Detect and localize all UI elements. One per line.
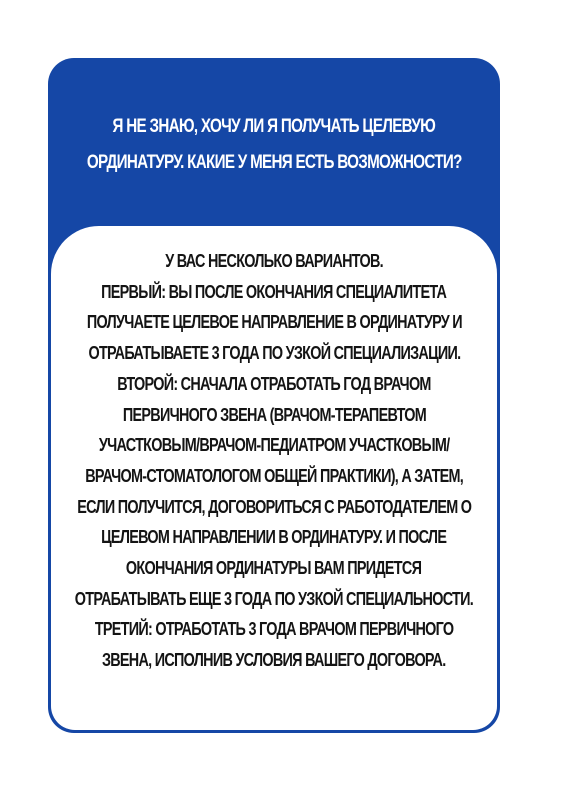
answer-line-7: УЧАСТКОВЫМ/ВРАЧОМ-ПЕДИАТРОМ УЧАСТКОВЫМ/ — [98, 435, 450, 456]
answer-line-13: ТРЕТИЙ: ОТРАБОТАТЬ 3 ГОДА ВРАЧОМ ПЕРВИЧНОГО — [94, 619, 454, 640]
answer-line-12: ОТРАБАТЫВАТЬ ЕЩЕ 3 ГОДА ПО УЗКОЙ СПЕЦИАЛЬНОСТИ. — [74, 588, 474, 609]
answer-line-1: У ВАС НЕСКОЛЬКО ВАРИАНТОВ. — [165, 251, 383, 271]
faq-card — [48, 58, 500, 733]
answer-line-9: ЕСЛИ ПОЛУЧИТСЯ, ДОГОВОРИТЬСЯ С РАБОТОДАТЕЛЕМ О — [77, 496, 472, 517]
answer-body — [51, 226, 497, 730]
answer-line-10: ЦЕЛЕВОМ НАПРАВЛЕНИИ В ОРДИНАТУРУ. И ПОСЛЕ — [101, 527, 447, 548]
answer-line-8: ВРАЧОМ-СТОМАТОЛОГОМ ОБЩЕЙ ПРАКТИКИ), А ЗАТЕМ, — [85, 465, 463, 486]
answer-line-2: ПЕРВЫЙ: ВЫ ПОСЛЕ ОКОНЧАНИЯ СПЕЦИАЛИТЕТА — [101, 281, 447, 302]
answer-line-3: ПОЛУЧАЕТЕ ЦЕЛЕВОЕ НАПРАВЛЕНИЕ В ОРДИНАТУРУ И — [86, 312, 462, 333]
answer-line-14: ЗВЕНА, ИСПОЛНИВ УСЛОВИЯ ВАШЕГО ДОГОВОРА. — [102, 650, 446, 671]
question-header — [48, 58, 500, 226]
question-line-1: Я НЕ ЗНАЮ, ХОЧУ ЛИ Я ПОЛУЧАТЬ ЦЕЛЕВУЮ — [112, 115, 436, 137]
answer-line-6: ПЕРВИЧНОГО ЗВЕНА (ВРАЧОМ-ТЕРАПЕВТОМ — [122, 404, 426, 425]
answer-line-11: ОКОНЧАНИЯ ОРДИНАТУРЫ ВАМ ПРИДЕТСЯ — [126, 558, 422, 579]
question-line-2: ОРДИНАТУРУ. КАКИЕ У МЕНЯ ЕСТЬ ВОЗМОЖНОСТИ? — [86, 151, 462, 173]
answer-line-4: ОТРАБАТЫВАЕТЕ 3 ГОДА ПО УЗКОЙ СПЕЦИАЛИЗАЦИИ. — [88, 343, 460, 364]
answer-line-5: ВТОРОЙ: СНАЧАЛА ОТРАБОТАТЬ ГОД ВРАЧОМ — [117, 373, 431, 394]
